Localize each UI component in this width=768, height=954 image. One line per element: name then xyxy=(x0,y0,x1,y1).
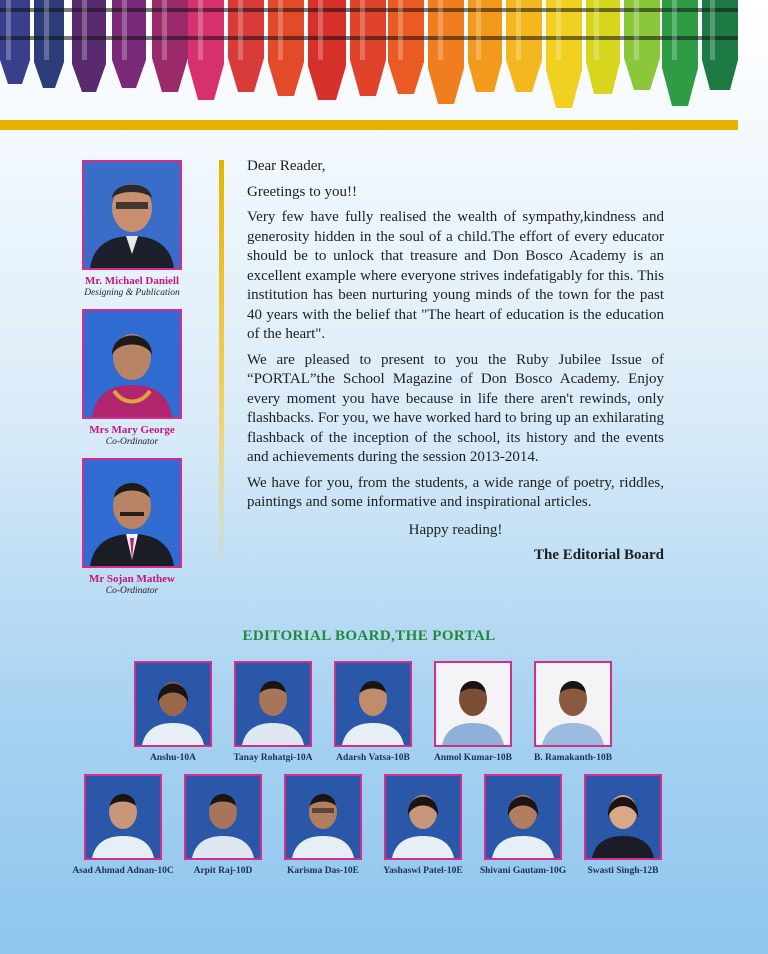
letter-paragraph: Very few have fully realised the wealth of sympathy,kindness and generosity hidden in the soul of a child.The effort of every educator should be to unlock that treasure and Don Bosco Academy is an excellent example where everyone strives indefatigably for this. This institution has been nurturing young minds of the town for the past 40 years with the belief that "The heart of education is the education of the heart". xyxy=(247,209,664,342)
student-photo-icon xyxy=(536,663,610,745)
letter-paragraph: We are pleased to present to you the Ruby Jubilee Issue of “PORTAL”the School Magazine of Don Bosco Academy. Enjoy every moment you have because in life there aren't rewinds, only flashbacks. For you, we have worked hard to bring up an exhilarating flashback of the inception of the school, its history and the events and achievements during the session 2013-2014. xyxy=(247,351,664,465)
staff-role: Designing & Publication xyxy=(84,288,180,298)
member-photo xyxy=(434,661,512,747)
member-name: Karisma Das-10E xyxy=(286,866,360,876)
student-photo-icon xyxy=(236,663,310,745)
person-photo-icon xyxy=(84,460,180,566)
letter-greeting: Greetings to you!! xyxy=(247,183,357,200)
member-photo xyxy=(184,774,262,860)
member-photo xyxy=(84,774,162,860)
staff-card-coordinator-2 xyxy=(82,458,182,596)
student-photo-icon xyxy=(286,776,360,858)
staff-photo xyxy=(82,458,182,568)
member-photo xyxy=(484,774,562,860)
staff-role: Co-Ordinator xyxy=(105,586,159,596)
member-name: Yashaswi Patel-10E xyxy=(383,866,463,876)
letter-salutation: Dear Reader, xyxy=(247,158,326,174)
letter-signature: The Editorial Board xyxy=(533,547,664,563)
member-name: Swasti Singh-12B xyxy=(587,866,659,876)
letter-closing: Happy reading! xyxy=(408,521,503,538)
member-name: Arpit Raj-10D xyxy=(193,866,253,876)
board-member xyxy=(508,661,638,763)
staff-card-coordinator-1 xyxy=(82,309,182,447)
student-photo-icon xyxy=(486,776,560,858)
student-photo-icon xyxy=(336,663,410,745)
crayon-banner-image xyxy=(0,0,738,120)
student-photo-icon xyxy=(186,776,260,858)
member-photo xyxy=(284,774,362,860)
student-photo-icon xyxy=(586,776,660,858)
staff-name: Mr Sojan Mathew xyxy=(89,573,175,585)
member-photo xyxy=(384,774,462,860)
staff-name: Mr. Michael Daniell xyxy=(85,275,179,287)
member-photo xyxy=(334,661,412,747)
staff-name: Mrs Mary George xyxy=(89,424,175,436)
member-name: Asad Ahmad Adnan-10C xyxy=(72,866,174,876)
member-name: B. Ramakanth-10B xyxy=(533,753,613,763)
staff-photo xyxy=(82,309,182,419)
staff-photo xyxy=(82,160,182,270)
member-name: Tanay Rohatgi-10A xyxy=(233,753,313,763)
member-name: Anshu-10A xyxy=(150,753,196,763)
staff-card-designer xyxy=(82,160,182,298)
staff-role: Co-Ordinator xyxy=(105,437,159,447)
member-photo xyxy=(234,661,312,747)
editorial-board-title: EDITORIAL BOARD,THE PORTAL xyxy=(242,628,496,644)
board-member xyxy=(558,774,688,876)
member-name: Adarsh Vatsa-10B xyxy=(336,753,410,763)
member-name: Shivani Gautam-10G xyxy=(479,866,567,876)
student-photo-icon xyxy=(436,663,510,745)
header-accent-rule xyxy=(0,120,738,130)
student-photo-icon xyxy=(136,663,210,745)
student-photo-icon xyxy=(386,776,460,858)
member-photo xyxy=(584,774,662,860)
person-photo-icon xyxy=(84,162,180,268)
letter-paragraph: We have for you, from the students, a wide range of poetry, riddles, paintings and some informative and inspirational articles. xyxy=(247,474,664,510)
member-name: Anmol Kumar-10B xyxy=(433,753,513,763)
member-photo xyxy=(534,661,612,747)
column-divider xyxy=(219,160,224,575)
person-photo-icon xyxy=(84,311,180,417)
editorial-letter xyxy=(247,157,664,572)
student-photo-icon xyxy=(86,776,160,858)
member-photo xyxy=(134,661,212,747)
crayon-graphic xyxy=(0,0,738,108)
